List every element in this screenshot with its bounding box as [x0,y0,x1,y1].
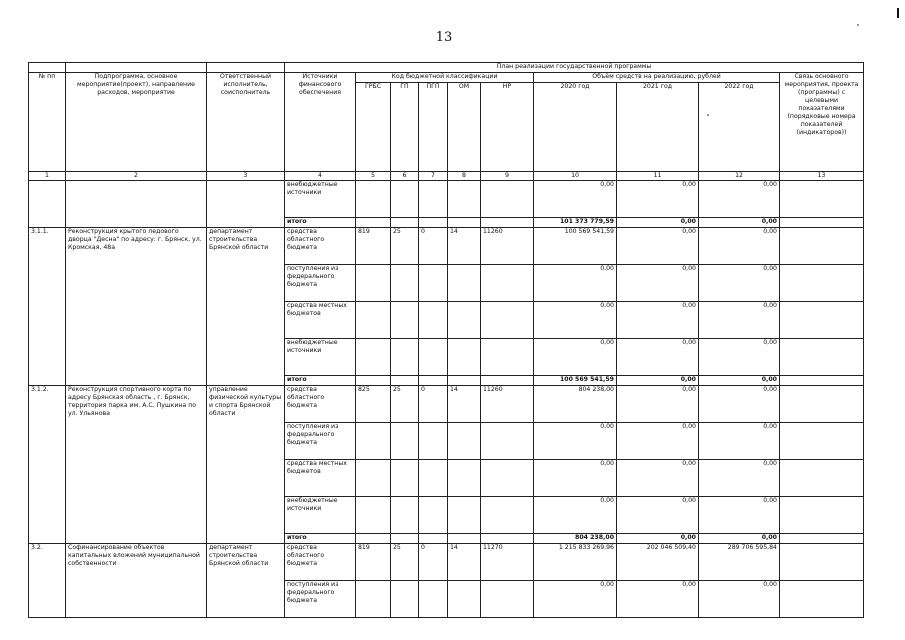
amount-2021-cell: 0,00 [617,386,699,423]
code-grbs-cell [356,534,391,544]
table-row [29,228,864,265]
code-nr-cell: 11260 [481,386,534,423]
code-grbs-cell: 819 [356,544,391,581]
source-cell: внебюджетные источники [285,339,356,376]
code-gp-cell [391,339,419,376]
amount-2021-cell: 0,00 [617,218,699,228]
header-budget-code: Код бюджетной классификации [356,73,534,83]
amount-2021-cell: 0,00 [617,302,699,339]
link-cell [780,228,864,265]
code-gp-cell: 25 [391,544,419,581]
link-cell [780,534,864,544]
scan-speck [857,24,859,26]
source-cell: поступления из федерального бюджета [285,423,356,460]
source-cell: средства местных бюджетов [285,302,356,339]
code-pgp-cell [419,181,448,218]
code-gp-cell [391,534,419,544]
amount-2022-cell: 0,00 [699,228,780,265]
code-pgp-cell [419,460,448,497]
code-gp-cell [391,181,419,218]
subprogram-cell: Софинансирование объектов капитальных вложений муниципальной собственности [66,544,207,618]
link-cell [780,302,864,339]
link-cell [780,265,864,302]
code-grbs-cell [356,460,391,497]
amount-2021-cell: 0,00 [617,228,699,265]
code-grbs-cell [356,497,391,534]
header-num: № пп [29,73,66,172]
code-om-cell [448,302,481,339]
link-cell [780,423,864,460]
header-link: Связь основного мероприятия, проекта (программы) с целевыми показателями (порядковые номера показателей (индикаторов)) [780,73,864,172]
code-gp-cell: 25 [391,386,419,423]
table-row [29,181,864,218]
subprogram-cell: Реконструкция крытого ледового дворца "Десна" по адресу: г. Брянск, ул. Кромская, 48а [66,228,207,386]
amount-2020-cell: 0,00 [534,265,617,302]
amount-2020-cell: 101 373 779,59 [534,218,617,228]
header-year-2020: 2020 год [534,83,617,172]
column-number-row [29,172,864,181]
scan-edge-mark [897,8,899,18]
code-nr-cell [481,218,534,228]
code-pgp-cell [419,218,448,228]
code-grbs-cell [356,581,391,618]
code-gp-cell [391,581,419,618]
code-om-cell [448,339,481,376]
code-om-cell [448,534,481,544]
amount-2020-cell: 0,00 [534,497,617,534]
link-cell [780,581,864,618]
amount-2021-cell: 0,00 [617,339,699,376]
amount-2020-cell: 0,00 [534,181,617,218]
source-cell: поступления из федерального бюджета [285,265,356,302]
code-om-cell [448,423,481,460]
subprogram-cell [66,181,207,228]
code-nr-cell [481,376,534,386]
executor-cell: департамент строительства Брянской области [207,228,285,386]
header-subprogram: Подпрограмма, основное мероприятие(проект), направление расходов, мероприятие [66,73,207,172]
code-pgp-cell [419,497,448,534]
code-grbs-cell [356,181,391,218]
column-number-cell: 4 [285,172,356,181]
amount-2022-cell: 0,00 [699,423,780,460]
code-gp-cell [391,460,419,497]
amount-2021-cell: 0,00 [617,376,699,386]
subprogram-cell: Реконструкция спортивного корта по адресу Брянская область , г. Брянск, территория парка им. А.С. Пушкина по ул. Ульянова [66,386,207,544]
code-pgp-cell: 0 [419,386,448,423]
code-nr-cell [481,534,534,544]
amount-2021-cell: 0,00 [617,265,699,302]
code-nr-cell [481,181,534,218]
code-gp-cell [391,265,419,302]
amount-2021-cell: 0,00 [617,460,699,497]
code-om-cell: 14 [448,228,481,265]
code-nr-cell [481,265,534,302]
amount-2020-cell: 0,00 [534,339,617,376]
code-nr-cell [481,339,534,376]
amount-2021-cell: 0,00 [617,181,699,218]
code-gp-cell [391,423,419,460]
header-pgp: ПГП [419,83,448,172]
code-gp-cell [391,376,419,386]
table-title: План реализации государственной программы [285,63,864,73]
column-number-cell: 8 [448,172,481,181]
column-number-cell: 1 [29,172,66,181]
amount-2020-cell: 0,00 [534,460,617,497]
amount-2021-cell: 0,00 [617,581,699,618]
amount-2022-cell: 0,00 [699,534,780,544]
source-cell: средства областного бюджета [285,544,356,581]
code-gp-cell [391,218,419,228]
code-om-cell [448,376,481,386]
header-gp: ГП [391,83,419,172]
source-cell: средства местных бюджетов [285,460,356,497]
header-om: ОМ [448,83,481,172]
column-number-cell: 2 [66,172,207,181]
code-om-cell [448,181,481,218]
code-grbs-cell [356,218,391,228]
code-pgp-cell [419,423,448,460]
table-row [29,544,864,581]
code-pgp-cell: 0 [419,228,448,265]
column-number-cell: 10 [534,172,617,181]
code-nr-cell: 11270 [481,544,534,581]
column-number-cell: 3 [207,172,285,181]
link-cell [780,460,864,497]
code-om-cell [448,460,481,497]
code-grbs-cell [356,265,391,302]
code-pgp-cell [419,581,448,618]
link-cell [780,218,864,228]
code-pgp-cell: 0 [419,544,448,581]
code-grbs-cell [356,376,391,386]
source-cell: поступления из федерального бюджета [285,581,356,618]
link-cell [780,386,864,423]
amount-2020-cell: 804 238,00 [534,534,617,544]
num-cell: 3.1.2. [29,386,66,544]
header-grbs: ГРБС [356,83,391,172]
link-cell [780,339,864,376]
source-cell: средства областного бюджета [285,386,356,423]
page-number: 13 [435,30,453,45]
amount-2021-cell: 202 046 509,40 [617,544,699,581]
code-grbs-cell: 819 [356,228,391,265]
amount-2020-cell: 0,00 [534,581,617,618]
code-pgp-cell [419,302,448,339]
code-om-cell: 14 [448,386,481,423]
link-cell [780,376,864,386]
column-number-cell: 12 [699,172,780,181]
amount-2022-cell: 0,00 [699,181,780,218]
code-nr-cell [481,302,534,339]
header-year-2021: 2021 год [617,83,699,172]
link-cell [780,544,864,581]
code-om-cell: 14 [448,544,481,581]
num-cell: 3.1.1. [29,228,66,386]
code-gp-cell [391,497,419,534]
column-number-cell: 6 [391,172,419,181]
amount-2020-cell: 1 215 833 269,96 [534,544,617,581]
link-cell [780,497,864,534]
amount-2022-cell: 0,00 [699,376,780,386]
code-om-cell [448,581,481,618]
code-om-cell [448,218,481,228]
code-gp-cell [391,302,419,339]
code-pgp-cell [419,339,448,376]
code-nr-cell [481,497,534,534]
amount-2022-cell: 0,00 [699,497,780,534]
code-om-cell [448,497,481,534]
executor-cell: департамент строительства Брянской области [207,544,285,618]
executor-cell: управление физической культуры и спорта Брянской области [207,386,285,544]
header-executor: Ответственный исполнитель, соисполнитель [207,73,285,172]
code-nr-cell [481,423,534,460]
amount-2020-cell: 100 569 541,59 [534,228,617,265]
source-cell: внебюджетные источники [285,181,356,218]
amount-2021-cell: 0,00 [617,534,699,544]
code-nr-cell [481,460,534,497]
column-number-cell: 7 [419,172,448,181]
num-cell [29,181,66,228]
amount-2020-cell: 804 238,00 [534,386,617,423]
num-cell: 3.2. [29,544,66,618]
table-row [29,386,864,423]
column-number-cell: 5 [356,172,391,181]
code-pgp-cell [419,265,448,302]
amount-2022-cell: 289 706 595,84 [699,544,780,581]
code-nr-cell [481,581,534,618]
amount-2022-cell: 0,00 [699,339,780,376]
amount-2021-cell: 0,00 [617,423,699,460]
header-sources: Источники финансового обеспечения [285,73,356,172]
code-pgp-cell [419,534,448,544]
amount-2022-cell: 0,00 [699,386,780,423]
amount-2022-cell: 0,00 [699,581,780,618]
code-om-cell [448,265,481,302]
header-year-2022: 2022 год [699,83,780,172]
code-grbs-cell [356,302,391,339]
source-cell: итого [285,534,356,544]
amount-2020-cell: 100 569 541,59 [534,376,617,386]
executor-cell [207,181,285,228]
source-cell: средства областного бюджета [285,228,356,265]
amount-2020-cell: 0,00 [534,423,617,460]
source-cell: итого [285,376,356,386]
amount-2022-cell: 0,00 [699,218,780,228]
amount-2022-cell: 0,00 [699,460,780,497]
amount-2022-cell: 0,00 [699,265,780,302]
amount-2022-cell: 0,00 [699,302,780,339]
code-grbs-cell [356,423,391,460]
column-number-cell: 13 [780,172,864,181]
column-number-cell: 9 [481,172,534,181]
header-funds: Объём средств на реализацию, рублей [534,73,780,83]
source-cell: итого [285,218,356,228]
code-grbs-cell: 825 [356,386,391,423]
code-gp-cell: 25 [391,228,419,265]
header-nr: НР [481,83,534,172]
column-number-cell: 11 [617,172,699,181]
program-plan-table [28,62,864,618]
code-grbs-cell [356,339,391,376]
amount-2020-cell: 0,00 [534,302,617,339]
code-nr-cell: 11260 [481,228,534,265]
amount-2021-cell: 0,00 [617,497,699,534]
code-pgp-cell [419,376,448,386]
link-cell [780,181,864,218]
source-cell: внебюджетные источники [285,497,356,534]
